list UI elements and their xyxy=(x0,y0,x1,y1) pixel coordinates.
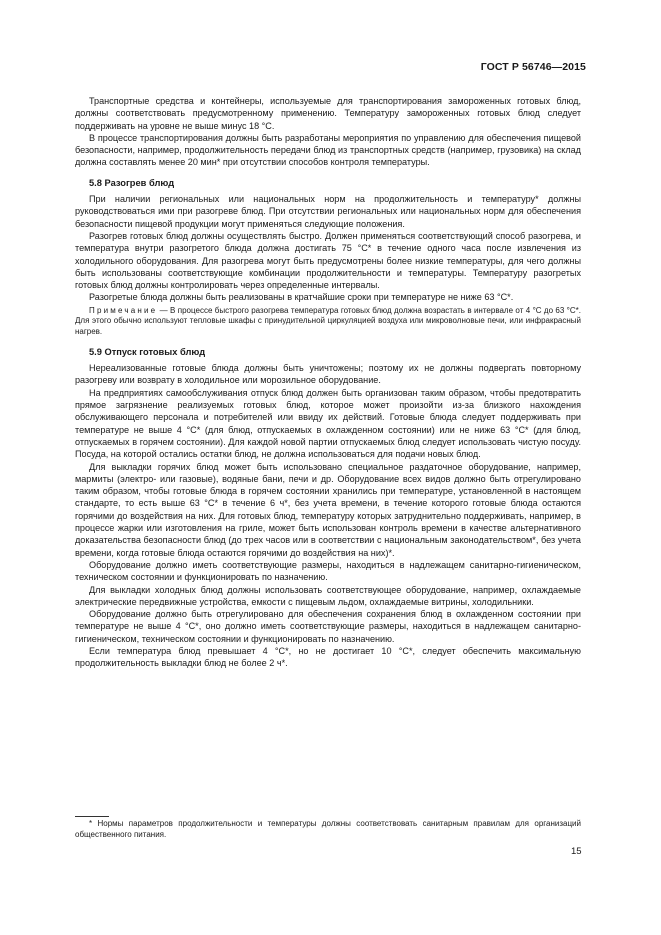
paragraph: Транспортные средства и контейнеры, используемые для транспортирования замороженных готовых блюд, должны соответствовать предусмотренному применению. Температуру замороженных готовых блюд следует поддерживать на уровне не выше минус 18 °C. xyxy=(75,96,581,131)
note xyxy=(75,306,581,338)
footnote-separator xyxy=(75,816,109,817)
note-text: — В процессе быстрого разогрева температура готовых блюд должна возрастать в интервале от 4 °C до 63 °C*. Для этого обычно используют тепловые шкафы с принудительной циркуляцией воздуха или микроволновые печи, или инфракрасный нагрев. xyxy=(75,305,581,337)
paragraph: Для выкладки горячих блюд может быть использовано специальное раздаточное оборудование, например, мармиты (электро- или газовые), водяные бани, печи и др. Оборудование всех видов должно быть отрегулировано таким образом, чтобы готовые блюда в горячем состоянии хранились при температуре, установленной в настоящем стандарте, то есть выше 63 °C* в течение 6 ч*, без учета времени, в течение которого готовые блюда остаются горячими до воздействия на них. Для готовых блюд, температуру которых затруднительно поддерживать, например, в процессе жарки или изготовления на гриле, может быть использован контроль времени в качестве альтернативного доказательства безопасности блюд (до трех часов или в соответствии с национальным законодательством*, без учета времени, когда готовые блюда остаются горячими до воздействия на них)*. xyxy=(75,461,581,558)
section-heading: 5.8 Разогрев блюд xyxy=(89,177,175,188)
page-body xyxy=(75,95,581,670)
paragraph: Оборудование должно иметь соответствующие размеры, находиться в надлежащем санитарно-гигиеническом, техническом состоянии и функционировать по назначению. xyxy=(75,559,581,583)
paragraph: При наличии региональных или национальных норм на продолжительность и температуру* должны руководствоваться ими при разогреве блюд. При отсутствии региональных или национальных норм для обеспечения безопасности пищевой продукции могут применяться следующие положения. xyxy=(75,194,581,229)
paragraph: Оборудование должно быть отрегулировано для обеспечения сохранения блюд в охлажденном состоянии при температуре не выше 4 °C*, оно должно иметь соответствующие размеры, находиться в надлежащем санитарно-гигиеническом, техническом состоянии и функционировать по назначению. xyxy=(75,609,581,644)
paragraph: Разогрев готовых блюд должны осуществлять быстро. Должен применяться соответствующий способ разогрева, и температура внутри разогретого блюда должна достигать 75 °C* в течение одного часа после извлечения из холодильного оборудования. Для разогрева могут быть предусмотрены более низкие температуры, для чего должны быть использованы соответствующие комбинации продолжительности и температуры. Температуру разогретых готовых блюд должны контролировать через определенные интервалы. xyxy=(75,230,581,291)
paragraph: В процессе транспортирования должны быть разработаны мероприятия по управлению для обеспечения пищевой безопасности, например, продолжительность передачи блюд из транспортных средств (например, грузовика) на склад должна составлять менее 20 мин* при отсутствии способов контроля температуры. xyxy=(75,132,581,168)
section-heading: 5.9 Отпуск готовых блюд xyxy=(89,346,206,357)
paragraph: Если температура блюд превышает 4 °C*, но не достигает 10 °C*, следует обеспечить максимальную продолжительность выкладки блюд не более 2 ч*. xyxy=(75,645,581,669)
paragraph: На предприятиях самообслуживания отпуск блюд должен быть организован таким образом, чтобы предотвратить прямое загрязнение реализуемых готовых блюд, которое может произойти из-за близкого нахождения обслуживающего персонала и потребителей или ввиду их действий. Готовые блюда следует поддерживать при температуре не выше 4 °C* (для блюд, отпускаемых в охлажденном состоянии) или не ниже 63 °C* (для блюд, отпускаемых в горячем состоянии). Для каждой новой партии отпускаемых блюд следует использовать чистую посуду. Посуда, на которой остались остатки блюд, не должна использоваться для подачи новых блюд. xyxy=(75,387,581,460)
paragraph: Разогретые блюда должны быть реализованы в кратчайшие сроки при температуре не ниже 63 °C*. xyxy=(89,292,514,303)
paragraph: Нереализованные готовые блюда должны быть уничтожены; поэтому их не должны подвергать повторному разогреву или возврату в холодильное или морозильное оборудование. xyxy=(75,363,581,386)
standard-designation: ГОСТ Р 56746—2015 xyxy=(480,61,586,73)
paragraph: Для выкладки холодных блюд должны использовать соответствующее оборудование, например, охлаждаемые электрические передвижные устройства, емкости с пищевым льдом, охлаждаемые витрины, холодильники. xyxy=(75,584,581,607)
page-number: 15 xyxy=(571,846,582,857)
note-label: Примечание xyxy=(89,305,158,315)
footnote: * Нормы параметров продолжительности и температуры должны соответствовать санитарным правилам для организаций общественного питания. xyxy=(75,819,581,839)
